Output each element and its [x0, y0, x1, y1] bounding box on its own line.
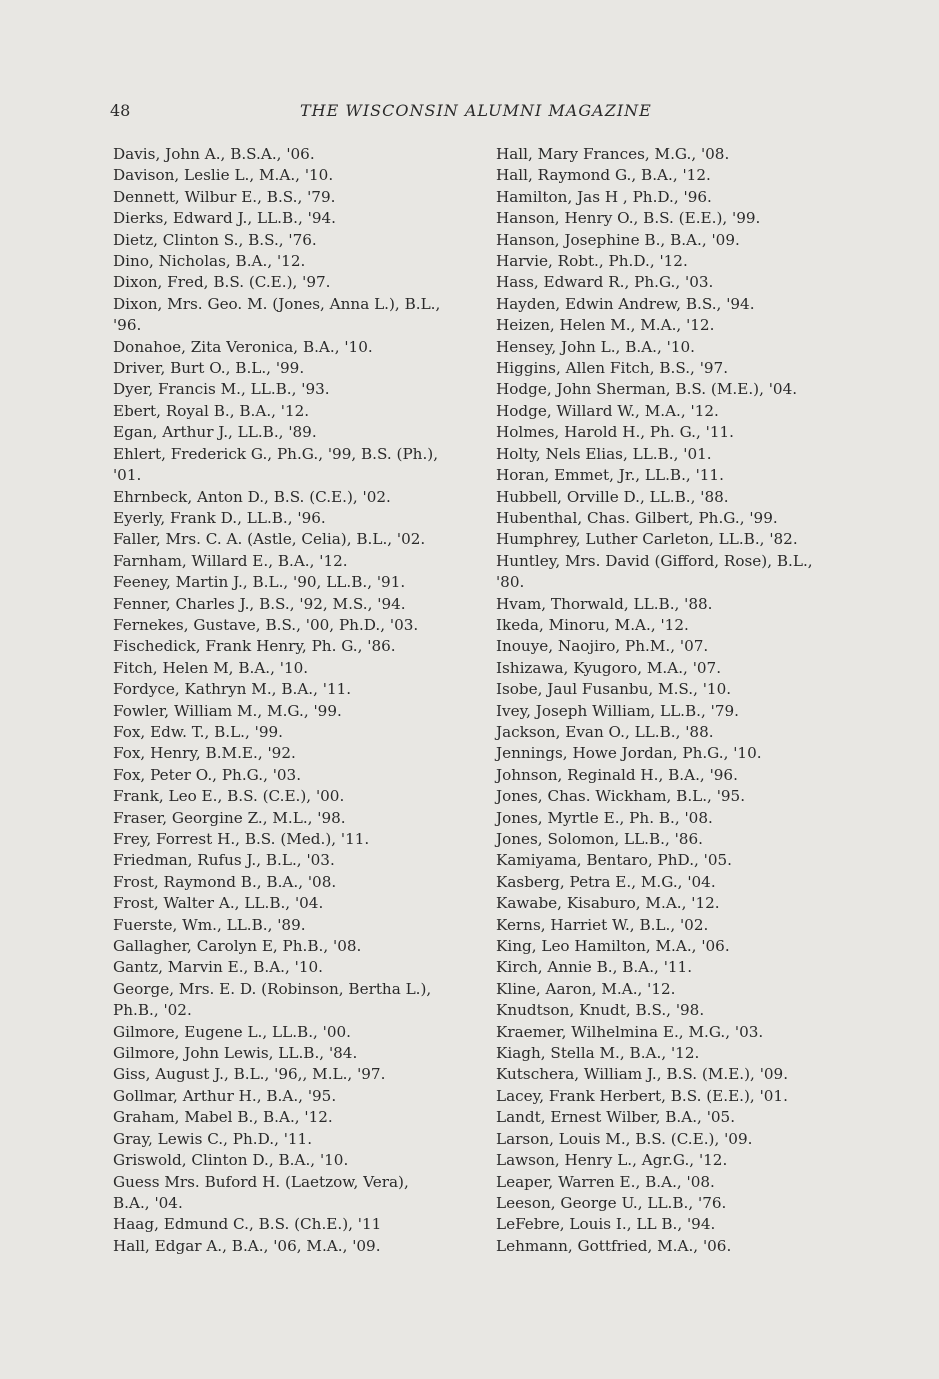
entry-text: Frey, Forrest H., B.S. (Med.), '11.: [113, 830, 370, 848]
directory-entry: [113, 636, 470, 657]
entry-text: Dennett, Wilbur E., B.S., '79.: [113, 187, 336, 206]
directory-entry: [113, 208, 470, 229]
entry-text: Donahoe, Zita Veronica, B.A., '10.: [113, 337, 373, 356]
directory-entry: [496, 1193, 856, 1214]
entry-text: Fenner, Charles J., B.S., '92, M.S., '94.: [113, 594, 406, 613]
directory-entry: [496, 508, 856, 529]
directory-entry: [496, 658, 856, 679]
directory-entry: [496, 893, 856, 914]
entry-text: Dierks, Edward J., LL.B., '94.: [113, 209, 336, 228]
directory-entry: [113, 230, 470, 251]
directory-entry: [113, 893, 470, 914]
page-number: 48: [110, 101, 131, 120]
directory-entry: [496, 294, 856, 315]
page-header: [110, 101, 870, 123]
entry-text: Frank, Leo E., B.S. (C.E.), '00.: [113, 787, 345, 806]
entry-text: Guess Mrs. Buford H. (Laetzow, Vera),: [113, 1172, 409, 1191]
entry-text: Kline, Aaron, M.A., '12.: [496, 979, 676, 998]
directory-entry: [113, 1236, 470, 1257]
entry-text: Dietz, Clinton S., B.S., '76.: [113, 230, 317, 249]
directory-entry: [113, 936, 470, 957]
directory-entry: [496, 1172, 856, 1193]
directory-entry: [113, 1107, 470, 1128]
directory-entry: [496, 765, 856, 786]
directory-entry: [496, 208, 856, 229]
entry-text: LeFebre, Louis I., LL B., '94.: [496, 1215, 716, 1234]
entry-text: Lacey, Frank Herbert, B.S. (E.E.), '01.: [496, 1086, 788, 1105]
directory-entry: [113, 722, 470, 743]
entry-text: Fernekes, Gustave, B.S., '00, Ph.D., '03.: [113, 615, 419, 634]
entry-text: Harvie, Robt., Ph.D., '12.: [496, 252, 688, 271]
entry-text: Ehlert, Frederick G., Ph.G., '99, B.S. (Ph.),: [113, 444, 439, 463]
directory-entry: [496, 358, 856, 379]
directory-entry: [496, 251, 856, 272]
directory-entry: [113, 1043, 470, 1064]
entry-text: Horan, Emmet, Jr., LL.B., '11.: [496, 466, 724, 485]
directory-entry: [496, 957, 856, 978]
entry-text: Higgins, Allen Fitch, B.S., '97.: [496, 359, 729, 378]
entry-text: Gantz, Marvin E., B.A., '10.: [113, 958, 323, 977]
directory-entry: [496, 272, 856, 293]
directory-entry: [496, 743, 856, 764]
entry-text: Dino, Nicholas, B.A., '12.: [113, 252, 306, 271]
entry-text: Gilmore, Eugene L., LL.B., '00.: [113, 1022, 352, 1041]
directory-entry: [113, 915, 470, 936]
entry-continuation: '01.: [113, 466, 142, 485]
directory-entry: [113, 187, 470, 208]
directory-entry: [113, 1129, 470, 1150]
entry-text: Dixon, Fred, B.S. (C.E.), '97.: [113, 273, 331, 292]
entry-text: Graham, Mabel B., B.A., '12.: [113, 1108, 333, 1127]
directory-entry: [113, 508, 470, 529]
entry-text: Eyerly, Frank D., LL.B., '96.: [113, 508, 326, 527]
directory-entry: [113, 872, 470, 893]
directory-entry: [496, 786, 856, 807]
entry-text: Frost, Walter A., LL.B., '04.: [113, 894, 324, 913]
directory-entry: [113, 701, 470, 722]
entry-text: Faller, Mrs. C. A. (Astle, Celia), B.L., '02.: [113, 530, 426, 549]
directory-entry: [113, 1214, 470, 1235]
entry-text: Kerns, Harriet W., B.L., '02.: [496, 915, 709, 934]
entry-text: Ehrnbeck, Anton D., B.S. (C.E.), '02.: [113, 487, 391, 506]
entry-text: Fox, Edw. T., B.L., '99.: [113, 722, 283, 741]
directory-entry: [113, 572, 470, 593]
directory-entry: [113, 144, 470, 165]
directory-entry: [113, 658, 470, 679]
directory-entry: [496, 636, 856, 657]
directory-entry: [496, 337, 856, 358]
directory-entry: [113, 1022, 470, 1043]
entry-text: Jones, Solomon, LL.B., '86.: [496, 830, 703, 848]
directory-entry: [496, 487, 856, 508]
directory-entry: [113, 294, 470, 337]
directory-entry: [113, 165, 470, 186]
directory-entry: [113, 379, 470, 400]
entry-text: Hodge, Willard W., M.A., '12.: [496, 401, 719, 420]
right-column: [496, 144, 856, 1257]
directory-entry: [496, 422, 856, 443]
directory-entry: [496, 144, 856, 165]
directory-entry: [496, 915, 856, 936]
directory-entry: [496, 1000, 856, 1021]
entry-continuation: '80.: [496, 573, 525, 592]
directory-entry: [113, 1172, 470, 1215]
entry-text: Hass, Edward R., Ph.G., '03.: [496, 273, 714, 292]
entry-text: Jones, Myrtle E., Ph. B., '08.: [496, 808, 713, 827]
entry-text: Gray, Lewis C., Ph.D., '11.: [113, 1129, 313, 1148]
directory-entry: [496, 379, 856, 400]
directory-entry: [496, 401, 856, 422]
directory-entry: [113, 615, 470, 636]
entry-text: Giss, August J., B.L., '96,, M.L., '97.: [113, 1065, 386, 1084]
entry-text: Ishizawa, Kyugoro, M.A., '07.: [496, 658, 722, 677]
entry-text: Heizen, Helen M., M.A., '12.: [496, 316, 715, 335]
entry-text: Fordyce, Kathryn M., B.A., '11.: [113, 680, 352, 699]
directory-entry: [113, 1064, 470, 1085]
entry-text: Leaper, Warren E., B.A., '08.: [496, 1172, 715, 1191]
entry-text: Dyer, Francis M., LL.B., '93.: [113, 380, 330, 399]
entry-text: Jennings, Howe Jordan, Ph.G., '10.: [496, 744, 762, 763]
entry-text: Haag, Edmund C., B.S. (Ch.E.), '11: [113, 1215, 382, 1234]
entry-text: Landt, Ernest Wilber, B.A., '05.: [496, 1108, 736, 1127]
directory-entry: [496, 679, 856, 700]
directory-entry: [496, 187, 856, 208]
directory-entry: [113, 487, 470, 508]
directory-entry: [496, 444, 856, 465]
entry-text: Fowler, William M., M.G., '99.: [113, 701, 342, 720]
directory-entry: [496, 1214, 856, 1235]
entry-text: Hanson, Henry O., B.S. (E.E.), '99.: [496, 209, 761, 228]
directory-entry: [496, 1150, 856, 1171]
entry-text: Kiagh, Stella M., B.A., '12.: [496, 1044, 700, 1063]
directory-entry: [496, 1236, 856, 1257]
entry-text: Kirch, Annie B., B.A., '11.: [496, 958, 693, 977]
entry-text: Huntley, Mrs. David (Gifford, Rose), B.L.,: [496, 551, 813, 570]
directory-entry: [496, 722, 856, 743]
directory-entry: [496, 936, 856, 957]
entry-text: Hensey, John L., B.A., '10.: [496, 337, 695, 356]
entry-text: Davis, John A., B.S.A., '06.: [113, 145, 315, 163]
entry-text: Lawson, Henry L., Agr.G., '12.: [496, 1151, 728, 1170]
entry-text: Ivey, Joseph William, LL.B., '79.: [496, 701, 739, 720]
entry-text: Fox, Peter O., Ph.G., '03.: [113, 765, 302, 784]
directory-entry: [113, 765, 470, 786]
entry-text: Fraser, Georgine Z., M.L., '98.: [113, 808, 346, 827]
entry-text: Kamiyama, Bentaro, PhD., '05.: [496, 851, 732, 870]
entry-text: Jackson, Evan O., LL.B., '88.: [496, 722, 714, 741]
directory-entry: [113, 829, 470, 850]
entry-text: Gilmore, John Lewis, LL.B., '84.: [113, 1044, 358, 1063]
directory-entry: [496, 1022, 856, 1043]
entry-continuation: Ph.B., '02.: [113, 1001, 192, 1020]
entry-text: Johnson, Reginald H., B.A., '96.: [496, 765, 738, 784]
entry-text: Hayden, Edwin Andrew, B.S., '94.: [496, 294, 755, 313]
entry-text: Ebert, Royal B., B.A., '12.: [113, 401, 310, 420]
entry-text: Knudtson, Knudt, B.S., '98.: [496, 1001, 705, 1020]
entry-text: Kraemer, Wilhelmina E., M.G., '03.: [496, 1022, 764, 1041]
entry-text: Fuerste, Wm., LL.B., '89.: [113, 915, 306, 934]
entry-text: Fitch, Helen M, B.A., '10.: [113, 658, 309, 677]
entry-text: Frost, Raymond B., B.A., '08.: [113, 872, 337, 891]
directory-entry: [496, 465, 856, 486]
directory-entry: [113, 1150, 470, 1171]
directory-entry: [113, 251, 470, 272]
entry-text: Griswold, Clinton D., B.A., '10.: [113, 1151, 349, 1170]
directory-entry: [113, 551, 470, 572]
directory-entry: [496, 529, 856, 550]
entry-text: Hall, Raymond G., B.A., '12.: [496, 166, 711, 185]
entry-text: Inouye, Naojiro, Ph.M., '07.: [496, 637, 709, 656]
entry-text: Kutschera, William J., B.S. (M.E.), '09.: [496, 1065, 789, 1084]
entry-continuation: '96.: [113, 316, 142, 335]
directory-entry: [496, 872, 856, 893]
entry-text: Lehmann, Gottfried, M.A., '06.: [496, 1236, 732, 1255]
entry-text: Fischedick, Frank Henry, Ph. G., '86.: [113, 637, 396, 656]
entry-text: Humphrey, Luther Carleton, LL.B., '82.: [496, 530, 798, 549]
directory-entry: [113, 358, 470, 379]
entry-text: Ikeda, Minoru, M.A., '12.: [496, 615, 689, 634]
entry-text: Hamilton, Jas H , Ph.D., '96.: [496, 187, 712, 206]
directory-entry: [113, 979, 470, 1022]
entry-text: Hall, Edgar A., B.A., '06, M.A., '09.: [113, 1236, 381, 1255]
directory-entry: [113, 529, 470, 550]
entry-text: Gallagher, Carolyn E, Ph.B., '08.: [113, 937, 362, 956]
entry-text: Isobe, Jaul Fusanbu, M.S., '10.: [496, 680, 732, 699]
entry-text: Hvam, Thorwald, LL.B., '88.: [496, 594, 713, 613]
entry-text: Friedman, Rufus J., B.L., '03.: [113, 851, 335, 870]
entry-text: Hodge, John Sherman, B.S. (M.E.), '04.: [496, 380, 798, 399]
directory-entry: [496, 551, 856, 594]
entry-text: George, Mrs. E. D. (Robinson, Bertha L.),: [113, 979, 432, 998]
directory-entry: [496, 1064, 856, 1085]
directory-entry: [113, 444, 470, 487]
entry-text: Driver, Burt O., B.L., '99.: [113, 359, 305, 378]
directory-entry: [113, 743, 470, 764]
directory-entry: [496, 1107, 856, 1128]
directory-entry: [496, 979, 856, 1000]
entry-text: King, Leo Hamilton, M.A., '06.: [496, 937, 730, 956]
entry-text: Fox, Henry, B.M.E., '92.: [113, 744, 296, 763]
entry-text: Hanson, Josephine B., B.A., '09.: [496, 230, 740, 249]
running-title: THE WISCONSIN ALUMNI MAGAZINE: [300, 101, 652, 120]
directory-entry: [113, 850, 470, 871]
entry-text: Hubenthal, Chas. Gilbert, Ph.G., '99.: [496, 508, 778, 527]
directory-entry: [496, 594, 856, 615]
directory-entry: [113, 272, 470, 293]
entry-text: Dixon, Mrs. Geo. M. (Jones, Anna L.), B.L.,: [113, 294, 441, 313]
directory-entry: [496, 315, 856, 336]
entry-text: Larson, Louis M., B.S. (C.E.), '09.: [496, 1129, 753, 1148]
entry-text: Holty, Nels Elias, LL.B., '01.: [496, 444, 712, 463]
directory-entry: [113, 337, 470, 358]
directory-entry: [113, 786, 470, 807]
directory-entry: [496, 850, 856, 871]
entry-text: Gollmar, Arthur H., B.A., '95.: [113, 1086, 337, 1105]
entry-text: Egan, Arthur J., LL.B., '89.: [113, 423, 317, 442]
directory-entry: [113, 1086, 470, 1107]
entry-text: Kawabe, Kisaburo, M.A., '12.: [496, 894, 720, 913]
entry-text: Jones, Chas. Wickham, B.L., '95.: [496, 787, 746, 806]
directory-entry: [113, 422, 470, 443]
entry-continuation: B.A., '04.: [113, 1193, 183, 1212]
directory-entry: [496, 615, 856, 636]
entry-text: Davison, Leslie L., M.A., '10.: [113, 166, 334, 185]
directory-entry: [496, 829, 856, 850]
entry-text: Leeson, George U., LL.B., '76.: [496, 1193, 727, 1212]
directory-entry: [113, 401, 470, 422]
directory-entry: [113, 808, 470, 829]
entry-text: Kasberg, Petra E., M.G., '04.: [496, 872, 716, 891]
directory-entry: [496, 1043, 856, 1064]
entry-text: Feeney, Martin J., B.L., '90, LL.B., '91.: [113, 573, 406, 592]
directory-entry: [113, 679, 470, 700]
directory-entry: [496, 230, 856, 251]
left-column: [113, 144, 470, 1257]
entry-text: Hall, Mary Frances, M.G., '08.: [496, 145, 730, 163]
entry-text: Hubbell, Orville D., LL.B., '88.: [496, 487, 729, 506]
directory-entry: [113, 594, 470, 615]
directory-entry: [496, 165, 856, 186]
entry-text: Farnham, Willard E., B.A., '12.: [113, 551, 348, 570]
directory-entry: [496, 808, 856, 829]
directory-entry: [496, 701, 856, 722]
directory-entry: [496, 1129, 856, 1150]
directory-entry: [113, 957, 470, 978]
directory-entry: [496, 1086, 856, 1107]
entry-text: Holmes, Harold H., Ph. G., '11.: [496, 423, 734, 442]
